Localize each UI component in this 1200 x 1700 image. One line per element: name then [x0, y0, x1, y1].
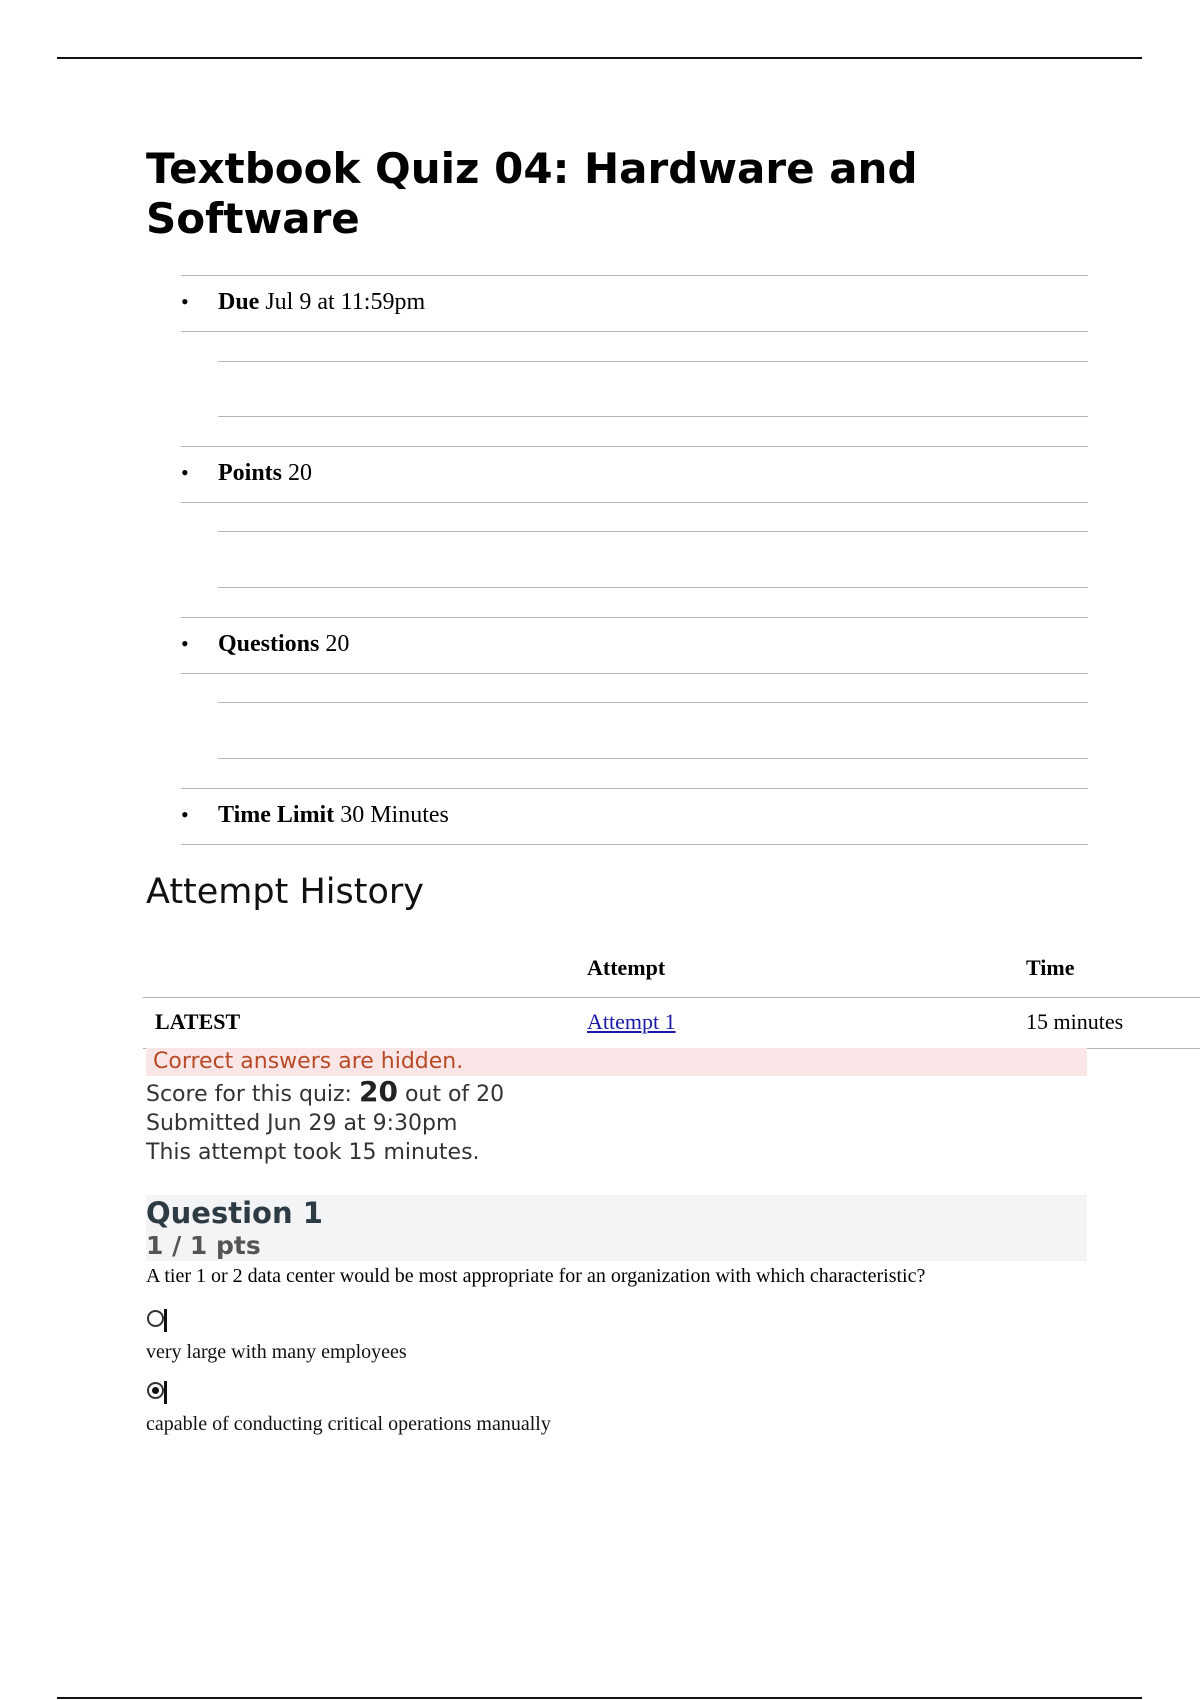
bullet-icon: •	[181, 460, 189, 485]
attempt-duration: This attempt took 15 minutes.	[146, 1140, 480, 1165]
column-header-time: Time	[1026, 955, 1075, 980]
radio-selected-dot	[152, 1387, 159, 1394]
answer-option-2: capable of conducting critical operations manually	[146, 1413, 551, 1435]
page-title: Textbook Quiz 04: Hardware and Software	[146, 144, 918, 243]
submitted-date: Submitted Jun 29 at 9:30pm	[146, 1111, 458, 1136]
detail-value: Jul 9 at 11:59pm	[265, 289, 426, 315]
page-top-rule	[57, 57, 1142, 59]
detail-label: Points	[218, 460, 283, 486]
detail-value: 20	[325, 631, 350, 657]
answers-hidden-notice: Correct answers are hidden.	[146, 1048, 1087, 1076]
question-title: Question 1	[146, 1196, 323, 1230]
bullet-icon: •	[181, 631, 189, 656]
question-points: 1 / 1 pts	[146, 1231, 261, 1260]
detail-label: Due	[218, 289, 260, 315]
score-prefix: Score for this quiz:	[146, 1082, 352, 1107]
score-summary	[146, 1077, 504, 1167]
column-header-attempt: Attempt	[587, 955, 666, 980]
attempt-history-heading: Attempt History	[146, 872, 424, 912]
detail-label: Questions	[218, 631, 320, 657]
attempt-time: 15 minutes	[1026, 1009, 1124, 1034]
attempt-1-link[interactable]: Attempt 1	[587, 1009, 676, 1034]
score-value: 20	[358, 1075, 398, 1108]
question-text: A tier 1 or 2 data center would be most appropriate for an organization with which characteristic?	[146, 1265, 926, 1287]
answer-option-1: very large with many employees	[146, 1341, 407, 1363]
answer-radio-2[interactable]	[147, 1382, 164, 1399]
answer-radio-1[interactable]	[147, 1310, 164, 1327]
bullet-icon: •	[181, 802, 189, 827]
detail-value: 20	[288, 460, 313, 486]
page-bottom-rule	[57, 1697, 1142, 1699]
score-suffix: out of 20	[404, 1082, 505, 1107]
detail-value: 30 Minutes	[340, 802, 449, 828]
attempt-status-latest: LATEST	[155, 1009, 241, 1034]
detail-label: Time Limit	[218, 802, 335, 828]
question-header	[146, 1195, 1087, 1261]
bullet-icon: •	[181, 289, 189, 314]
